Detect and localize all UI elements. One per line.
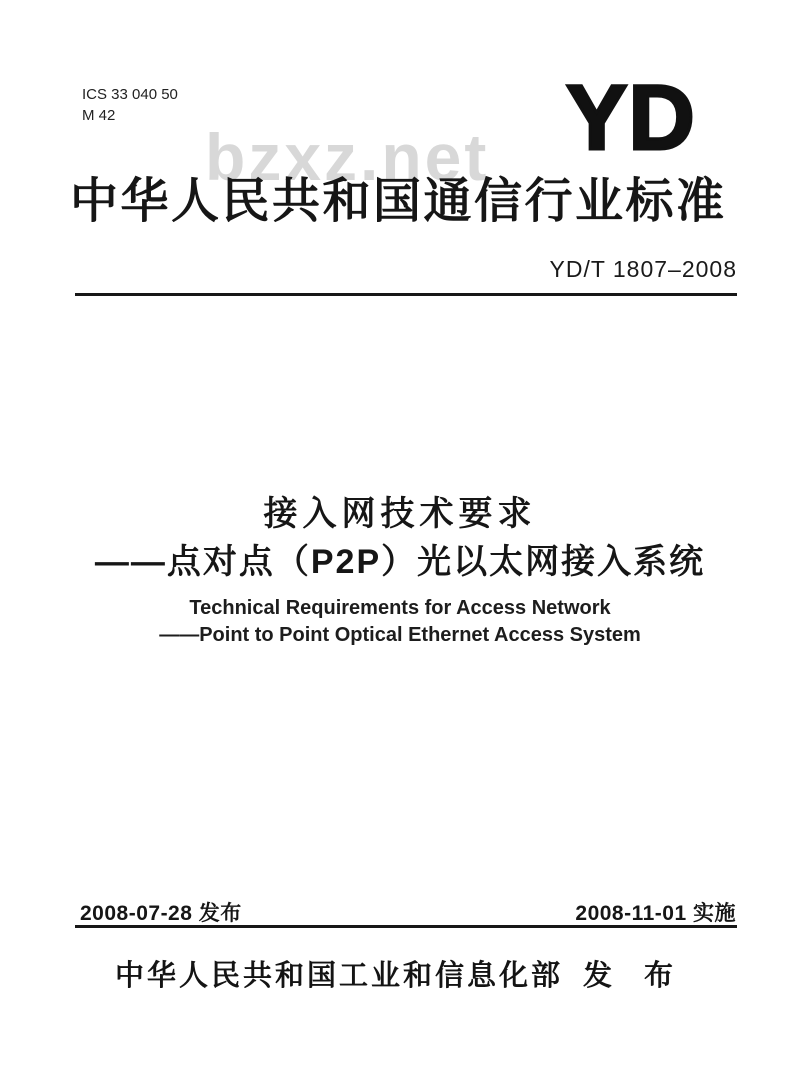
classification-code: M 42 (82, 107, 116, 124)
issue-date-label: 2008-07-28 发布 (80, 902, 242, 925)
standard-number: YD/T 1807–2008 (549, 256, 737, 282)
document-title-en-line2: ——Point to Point Optical Ethernet Access System (159, 624, 641, 646)
publish-action-label: 发 布 (582, 960, 686, 992)
standard-type-title: 中华人民共和国通信行业标准 (70, 175, 727, 228)
document-title-cn-line1: 接入网技术要求 (263, 495, 537, 533)
implement-date-label: 2008-11-01 实施 (575, 902, 736, 925)
document-title-en-line1: Technical Requirements for Access Network (189, 597, 611, 619)
ics-code-block (82, 84, 178, 126)
watermark-text: bzxz.net (205, 120, 490, 194)
document-title-cn-line2: ——点对点（P2P）光以太网接入系统 (94, 543, 706, 581)
ics-code: ICS 33 040 50 (82, 86, 178, 103)
bottom-divider-rule (75, 925, 737, 928)
publisher-line (0, 953, 800, 994)
publisher-name: 中华人民共和国工业和信息化部 (114, 960, 563, 992)
top-divider-rule (75, 293, 737, 296)
yd-logo: YD (566, 67, 696, 169)
